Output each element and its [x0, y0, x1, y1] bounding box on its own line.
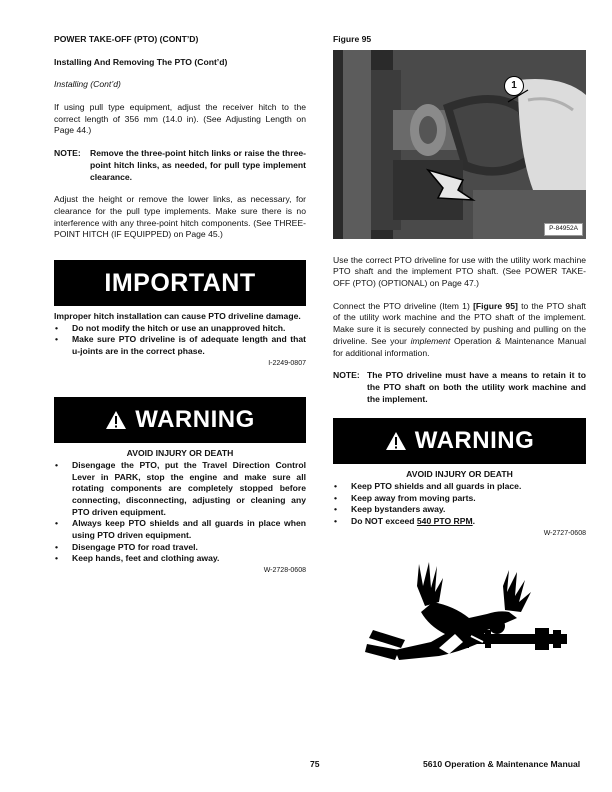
note-label: NOTE: — [333, 370, 360, 381]
text-fragment: Connect the PTO driveline (Item 1) — [333, 300, 474, 311]
note-hitch-links — [54, 148, 306, 183]
figure-photo — [333, 50, 586, 239]
warning-box-right — [333, 418, 586, 538]
text-fragment: . — [472, 516, 476, 526]
warning-bullets — [333, 481, 586, 528]
paragraph-correct-driveline: Use the correct PTO driveline for use with the utility work machine PTO shaft and the implement PTO shaft. (See POWER TAKE-OFF (PTO) (OPTIONAL) on Page 47.) — [333, 254, 586, 289]
important-banner: IMPORTANT — [54, 260, 306, 306]
warning-heading: AVOID INJURY OR DEATH — [126, 448, 234, 459]
note-driveline-retain — [333, 370, 586, 405]
warning-banner-label: WARNING — [414, 426, 535, 454]
warning-code: W-2727-0608 — [543, 529, 586, 537]
list-item: • Make sure PTO driveline is of adequate length and that u-joints are in the correct phase. — [54, 334, 306, 357]
manual-title: 5610 Operation & Maintenance Manual — [423, 759, 581, 769]
page-number: 75 — [310, 759, 320, 769]
warning-banner — [54, 397, 306, 443]
list-item: • Keep hands, feet and clothing away. — [54, 553, 306, 565]
list-item: • Keep away from moving parts. — [333, 493, 586, 505]
entanglement-hazard-pictogram — [359, 556, 569, 666]
text-fragment: Operation & Maintenance Manual for additional information. — [333, 335, 586, 358]
warning-box-left — [54, 397, 306, 575]
paragraph-connect-driveline — [333, 301, 586, 359]
note-text: The PTO driveline must have a means to retain it to the PTO shaft on both the utility work machine and the implement. — [367, 370, 586, 404]
section-title: POWER TAKE-OFF (PTO) (CONT’D) — [54, 34, 199, 44]
list-item: • Disengage the PTO, put the Travel Direction Control Lever in PARK, stop the engine and make sure all rotating components are completely stopped before connecting, disconnecting, adjusting or cleaning any PTO driven equipment. — [54, 460, 306, 518]
warning-bullets — [54, 460, 306, 565]
rpm-limit: 540 PTO RPM — [416, 516, 473, 526]
important-code: I-2249-0807 — [268, 359, 306, 367]
important-bullets — [54, 323, 306, 358]
list-item: • Keep PTO shields and all guards in place. — [333, 481, 586, 493]
note-label: NOTE: — [54, 148, 81, 159]
warning-heading: AVOID INJURY OR DEATH — [406, 469, 513, 480]
pto-photo-illustration — [333, 50, 586, 239]
photo-id: P-84952A — [544, 223, 583, 236]
list-item: • Disengage PTO for road travel. — [54, 542, 306, 554]
paragraph-receiver-hitch: If using pull type equipment, adjust the receiver hitch to the correct length of 356 mm (14.0 in). (See Adjusting Length on Page 44.) — [54, 102, 306, 136]
warning-banner-label: WARNING — [135, 405, 255, 433]
list-item: • Always keep PTO shields and all guards in place when using PTO driven equipment. — [54, 518, 306, 541]
section-subsubtitle: Installing (Cont’d) — [54, 79, 121, 90]
list-item: • Do not modify the hitch or use an unapproved hitch. — [54, 323, 306, 335]
important-lead: Improper hitch installation can cause PTO driveline damage. — [54, 310, 301, 321]
left-column — [54, 34, 306, 576]
figure-title: Figure 95 — [333, 34, 372, 44]
section-subtitle: Installing And Removing The PTO (Cont’d) — [54, 56, 228, 67]
list-item — [333, 516, 586, 528]
warning-triangle-icon — [105, 410, 127, 430]
text-fragment: Do NOT exceed — [351, 516, 417, 526]
text-emphasis: implement — [410, 335, 451, 346]
figure-reference: [Figure 95] — [473, 300, 518, 311]
text-fragment: to the PTO shaft of the utility work machine and the PTO shaft of the implement. Make sure it is securely connected by pushing and pulling on the driveline. See your — [333, 300, 587, 346]
paragraph-lower-links: Adjust the height or remove the lower links, as necessary, for clearance for the pull type implements. Make sure there is no interference with any three-point hitch components. (See THREE-POINT HITCH (IF EQUIPPED) on Page 45.) — [54, 194, 306, 240]
warning-triangle-icon — [385, 431, 407, 451]
warning-code: W-2728-0608 — [263, 567, 306, 575]
list-item: • Keep bystanders away. — [333, 504, 586, 516]
callout-item-1: 1 — [504, 76, 524, 96]
important-box — [54, 260, 306, 368]
note-text: Remove the three-point hitch links or raise the three-point hitch links, as needed, for pull type implement clearance. — [90, 148, 306, 182]
right-column — [333, 34, 586, 670]
warning-banner — [333, 418, 586, 464]
